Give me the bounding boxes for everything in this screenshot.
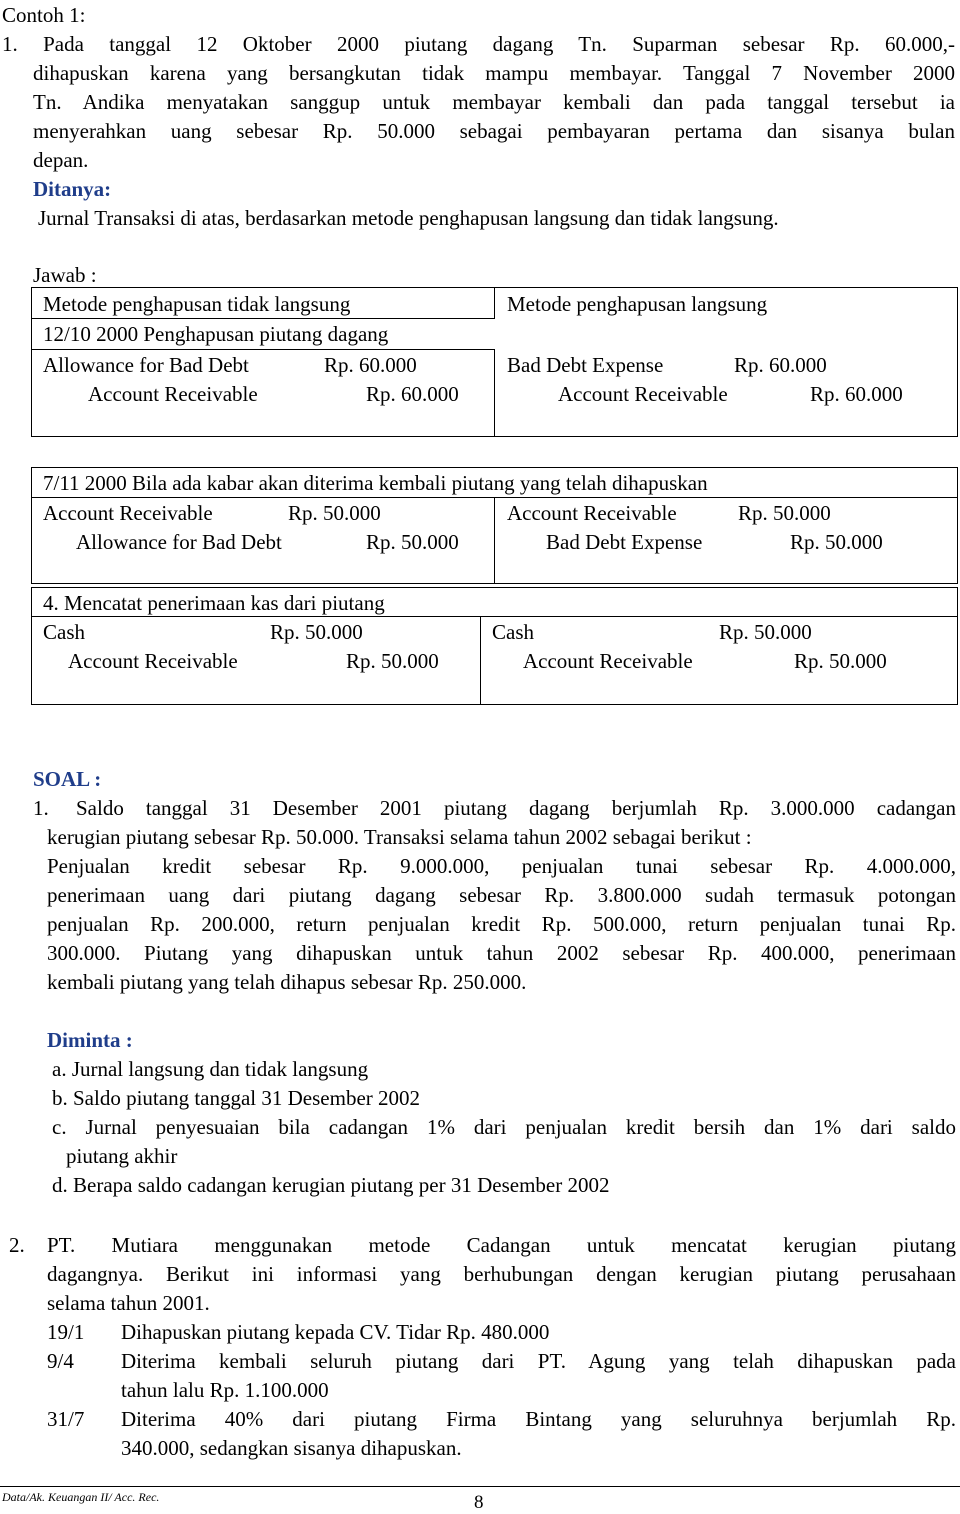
journal-account: Account Receivable bbox=[558, 382, 728, 406]
journal-account: Cash bbox=[492, 620, 534, 644]
journal-amount: Rp. 60.000 bbox=[810, 382, 903, 406]
ditanya-label: Ditanya: bbox=[33, 177, 112, 201]
journal-account: Account Receivable bbox=[68, 649, 238, 673]
question-line: kerugian piutang sebesar Rp. 50.000. Transaksi selama tahun 2002 sebagai berikut : bbox=[47, 825, 752, 849]
journal-account: Allowance for Bad Debt bbox=[43, 353, 249, 377]
ditanya-text: Jurnal Transaksi di atas, berdasarkan metode penghapusan langsung dan tidak langsung. bbox=[38, 206, 779, 230]
box-divider bbox=[31, 349, 495, 350]
entry-text: Diterima 40% dari piutang Firma Bintang yang seluruhnya berjumlah Rp. bbox=[121, 1407, 956, 1431]
question-line: PT. Mutiara menggunakan metode Cadangan untuk mencatat kerugian piutang bbox=[47, 1233, 956, 1257]
journal-amount: Rp. 50.000 bbox=[794, 649, 887, 673]
journal-account: Account Receivable bbox=[507, 501, 677, 525]
journal-account: Account Receivable bbox=[88, 382, 258, 406]
indirect-method-header: Metode penghapusan tidak langsung bbox=[43, 292, 351, 316]
journal-account: Bad Debt Expense bbox=[546, 530, 703, 554]
box-divider bbox=[480, 616, 481, 705]
entry-date: 31/7 bbox=[47, 1407, 85, 1431]
example-heading: Contoh 1: bbox=[2, 3, 86, 27]
box-divider bbox=[494, 497, 495, 584]
journal-amount: Rp. 60.000 bbox=[366, 382, 459, 406]
box-divider bbox=[494, 287, 495, 319]
recovery-date-line: 7/11 2000 Bila ada kabar akan diterima kembali piutang yang telah dihapuskan bbox=[43, 471, 708, 495]
journal-amount: Rp. 50.000 bbox=[738, 501, 831, 525]
journal-account: Cash bbox=[43, 620, 85, 644]
journal-account: Bad Debt Expense bbox=[507, 353, 664, 377]
write-off-date-line: 12/10 2000 Penghapusan piutang dagang bbox=[43, 322, 389, 346]
question-line: dagangnya. Berikut ini informasi yang berhubungan dengan kerugian piutang perusahaan bbox=[47, 1262, 956, 1286]
journal-amount: Rp. 50.000 bbox=[288, 501, 381, 525]
question-line: penerimaan uang dari piutang dagang sebesar Rp. 3.800.000 sudah termasuk potongan bbox=[47, 883, 956, 907]
entry-text: Dihapuskan piutang kepada CV. Tidar Rp. 480.000 bbox=[121, 1320, 550, 1344]
entry-text: Diterima kembali seluruh piutang dari PT. Agung yang telah dihapuskan pada bbox=[121, 1349, 956, 1373]
journal-amount: Rp. 50.000 bbox=[719, 620, 812, 644]
box-divider bbox=[31, 318, 495, 319]
question-line: Penjualan kredit sebesar Rp. 9.000.000, penjualan tunai sebesar Rp. 4.000.000, bbox=[47, 854, 956, 878]
diminta-item: a. Jurnal langsung dan tidak langsung bbox=[52, 1057, 369, 1081]
journal-amount: Rp. 50.000 bbox=[346, 649, 439, 673]
diminta-item: d. Berapa saldo cadangan kerugian piutang per 31 Desember 2002 bbox=[52, 1173, 610, 1197]
diminta-label: Diminta : bbox=[47, 1028, 133, 1052]
journal-account: Account Receivable bbox=[523, 649, 693, 673]
journal-amount: Rp. 60.000 bbox=[324, 353, 417, 377]
entry-date: 9/4 bbox=[47, 1349, 74, 1373]
example-paragraph-line: Tn. Andika menyatakan sanggup untuk membayar kembali dan pada tanggal tersebut ia bbox=[33, 90, 955, 114]
box-divider bbox=[31, 616, 958, 617]
entry-date: 19/1 bbox=[47, 1320, 85, 1344]
journal-amount: Rp. 50.000 bbox=[366, 530, 459, 554]
footer-source: Data/Ak. Keuangan II/ Acc. Rec. bbox=[2, 1490, 160, 1504]
entry-text: 340.000, sedangkan sisanya dihapuskan. bbox=[121, 1436, 462, 1460]
example-paragraph-line: dihapuskan karena yang bersangkutan tidak mampu membayar. Tanggal 7 November 2000 bbox=[33, 61, 955, 85]
box-divider bbox=[494, 349, 495, 437]
cash-receipt-header: 4. Mencatat penerimaan kas dari piutang bbox=[43, 591, 385, 615]
direct-method-header: Metode penghapusan langsung bbox=[507, 292, 768, 316]
question-number: 2. bbox=[9, 1233, 25, 1257]
example-paragraph-line: depan. bbox=[33, 148, 89, 172]
diminta-item: c. Jurnal penyesuaian bila cadangan 1% dari penjualan kredit bersih dan 1% dari saldo bbox=[52, 1115, 956, 1139]
journal-amount: Rp. 50.000 bbox=[790, 530, 883, 554]
entry-text: tahun lalu Rp. 1.100.000 bbox=[121, 1378, 329, 1402]
journal-account: Account Receivable bbox=[43, 501, 213, 525]
diminta-item: piutang akhir bbox=[66, 1144, 178, 1168]
page-number: 8 bbox=[474, 1492, 484, 1513]
question-number: 1. bbox=[33, 796, 49, 820]
soal-heading: SOAL : bbox=[33, 767, 102, 791]
question-line: 300.000. Piutang yang dihapuskan untuk tahun 2002 sebesar Rp. 400.000, penerimaan bbox=[47, 941, 956, 965]
example-paragraph-line: menyerahkan uang sebesar Rp. 50.000 sebagai pembayaran pertama dan sisanya bulan bbox=[33, 119, 955, 143]
question-line: kembali piutang yang telah dihapus sebesar Rp. 250.000. bbox=[47, 970, 527, 994]
journal-amount: Rp. 60.000 bbox=[734, 353, 827, 377]
question-line: selama tahun 2001. bbox=[47, 1291, 210, 1315]
example-paragraph-line: 1. Pada tanggal 12 Oktober 2000 piutang dagang Tn. Suparman sebesar Rp. 60.000,- bbox=[2, 32, 955, 56]
question-line: penjualan Rp. 200.000, return penjualan kredit Rp. 500.000, return penjualan tunai Rp. bbox=[47, 912, 956, 936]
question-line: Saldo tanggal 31 Desember 2001 piutang dagang berjumlah Rp. 3.000.000 cadangan bbox=[76, 796, 956, 820]
footer-rule bbox=[0, 1486, 960, 1487]
diminta-item: b. Saldo piutang tanggal 31 Desember 2002 bbox=[52, 1086, 421, 1110]
journal-amount: Rp. 50.000 bbox=[270, 620, 363, 644]
journal-account: Allowance for Bad Debt bbox=[76, 530, 282, 554]
jawab-label: Jawab : bbox=[33, 263, 97, 287]
